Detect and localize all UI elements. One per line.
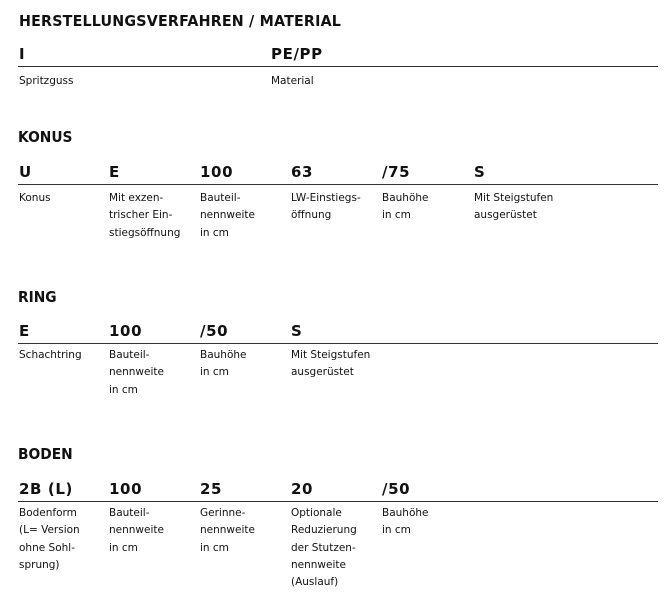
ring-divider: [18, 343, 658, 344]
boden-desc-height: Bauhöhe in cm: [382, 507, 429, 537]
ring-desc-type: Schachtring: [19, 349, 82, 361]
ring-desc-height: Bauhöhe in cm: [200, 349, 247, 379]
konus-desc-eccentric: Mit exzen- trischer Ein- stiegsöffnung: [109, 192, 181, 239]
ring-code-nominal: 100: [109, 322, 143, 340]
boden-desc-form: Bodenform (L= Version ohne Sohl- sprung): [19, 507, 80, 571]
boden-desc-reduction: Optionale Reduzierung der Stutzen- nennweite (Auslauf): [291, 507, 357, 589]
material-divider: [18, 66, 658, 67]
ring-code-height: /50: [200, 322, 229, 340]
boden-code-nominal: 100: [109, 480, 143, 498]
konus-desc-opening: LW-Einstiegs- öffnung: [291, 192, 361, 222]
konus-code-steps: S: [474, 163, 486, 181]
konus-code-eccentric: E: [109, 163, 120, 181]
boden-code-reduction: 20: [291, 480, 314, 498]
konus-desc-type: Konus: [19, 192, 51, 204]
boden-code-channel: 25: [200, 480, 223, 498]
material-code-material: PE/PP: [271, 45, 323, 63]
konus-code-opening: 63: [291, 163, 314, 181]
konus-heading: KONUS: [18, 128, 73, 146]
ring-desc-nominal: Bauteil- nennweite in cm: [109, 349, 164, 396]
konus-code-type: U: [19, 163, 32, 181]
material-desc-material: Material: [271, 75, 314, 87]
konus-code-nominal: 100: [200, 163, 234, 181]
ring-heading: RING: [18, 288, 57, 306]
konus-divider: [18, 184, 658, 185]
konus-desc-height: Bauhöhe in cm: [382, 192, 429, 222]
boden-divider: [18, 501, 658, 502]
material-code-process: I: [19, 45, 26, 63]
boden-desc-nominal: Bauteil- nennweite in cm: [109, 507, 164, 554]
boden-heading: BODEN: [18, 445, 73, 463]
ring-desc-steps: Mit Steigstufen ausgerüstet: [291, 349, 371, 379]
boden-code-form: 2B (L): [19, 480, 73, 498]
ring-code-type: E: [19, 322, 30, 340]
konus-desc-nominal: Bauteil- nennweite in cm: [200, 192, 255, 239]
boden-desc-channel: Gerinne- nennweite in cm: [200, 507, 255, 554]
page-title: HERSTELLUNGSVERFAHREN / MATERIAL: [19, 12, 342, 30]
konus-desc-steps: Mit Steigstufen ausgerüstet: [474, 192, 554, 222]
ring-code-steps: S: [291, 322, 303, 340]
konus-code-height: /75: [382, 163, 411, 181]
boden-code-height: /50: [382, 480, 411, 498]
material-desc-process: Spritzguss: [19, 75, 74, 87]
